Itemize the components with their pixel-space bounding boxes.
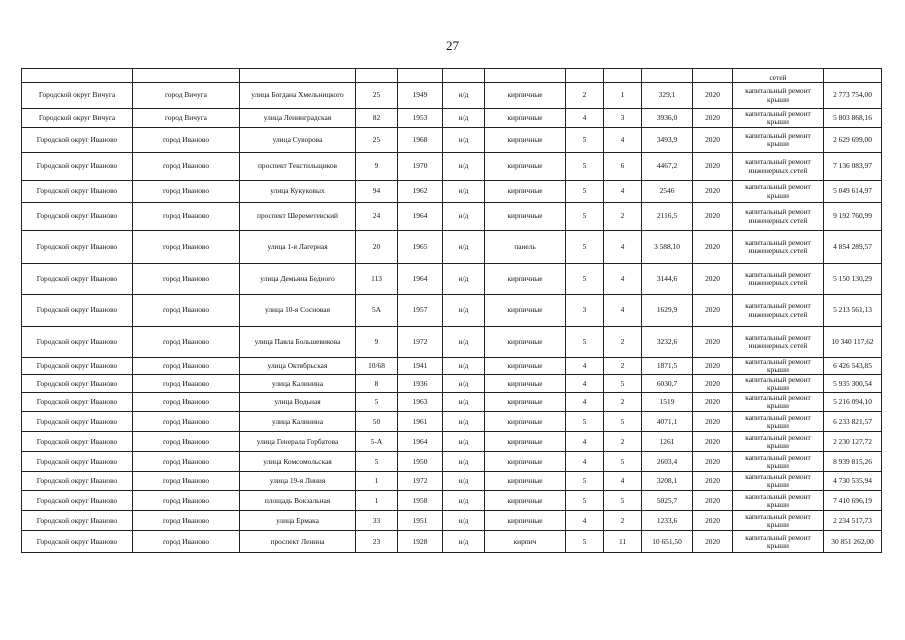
area-cell: 3 588,10 (642, 231, 693, 264)
entrances-cell: 6 (604, 153, 642, 181)
cost-cell: 8 939 815,26 (824, 452, 882, 472)
plan-year-cell: 2020 (693, 412, 733, 432)
table-row (22, 511, 882, 531)
city-cell: город Иваново (133, 231, 240, 264)
cost-cell: 7 136 083,97 (824, 153, 882, 181)
house-number-cell: 24 (356, 203, 398, 231)
floors-cell: 4 (566, 511, 604, 531)
wall-material-cell: кирпичные (485, 128, 566, 153)
cost-cell: 10 340 117,62 (824, 327, 882, 358)
wall-material-cell: кирпичные (485, 412, 566, 432)
city-cell: город Иваново (133, 295, 240, 327)
table-row (22, 472, 882, 491)
street-cell: улица Генерала Горбатова (240, 432, 356, 452)
table-row (22, 83, 882, 109)
plan-year-cell: 2020 (693, 375, 733, 393)
entrances-cell: 4 (604, 181, 642, 203)
plan-year-cell: 2020 (693, 109, 733, 128)
city-cell: город Иваново (133, 412, 240, 432)
cost-cell: 30 851 262,00 (824, 531, 882, 553)
wall-material-cell: кирпичные (485, 491, 566, 511)
district-cell: Городской округ Иваново (22, 432, 133, 452)
area-cell: 1629,9 (642, 295, 693, 327)
plan-year-cell: 2020 (693, 128, 733, 153)
city-cell: город Иваново (133, 491, 240, 511)
cost-cell: 5 150 130,29 (824, 264, 882, 295)
build-year-cell: 1964 (398, 203, 443, 231)
city-cell: город Иваново (133, 327, 240, 358)
reconstruction-year-cell: н/д (443, 153, 485, 181)
work-type-cell: капитальный ремонт крыши (733, 511, 824, 531)
reconstruction-year-cell: н/д (443, 412, 485, 432)
housing-repair-table (21, 68, 882, 553)
entrances-cell: 4 (604, 264, 642, 295)
city-cell: город Иваново (133, 375, 240, 393)
street-cell: проспект Текстильщиков (240, 153, 356, 181)
district-cell: Городской округ Иваново (22, 452, 133, 472)
floors-cell: 4 (566, 375, 604, 393)
city-cell: город Иваново (133, 128, 240, 153)
plan-year-cell: 2020 (693, 393, 733, 412)
floors-cell: 5 (566, 128, 604, 153)
table-row (22, 432, 882, 452)
entrances-cell: 5 (604, 375, 642, 393)
area-cell: 4467,2 (642, 153, 693, 181)
continued-row (22, 69, 882, 83)
area-cell: 1519 (642, 393, 693, 412)
reconstruction-year-cell: н/д (443, 83, 485, 109)
cost-cell: 5 049 614,97 (824, 181, 882, 203)
wall-material-cell: кирпичные (485, 375, 566, 393)
house-number-cell: 1 (356, 472, 398, 491)
plan-year-cell: 2020 (693, 264, 733, 295)
wall-material-cell: кирпичные (485, 327, 566, 358)
cost-cell: 7 410 696,19 (824, 491, 882, 511)
wall-material-cell: кирпичные (485, 203, 566, 231)
area-cell: 3936,0 (642, 109, 693, 128)
build-year-cell: 1957 (398, 295, 443, 327)
wall-material-cell: кирпичные (485, 472, 566, 491)
floors-cell: 4 (566, 109, 604, 128)
plan-year-cell: 2020 (693, 472, 733, 491)
table-row (22, 375, 882, 393)
cost-cell: 5 216 094,10 (824, 393, 882, 412)
entrances-cell: 1 (604, 83, 642, 109)
entrances-cell: 5 (604, 412, 642, 432)
area-cell: 2603,4 (642, 452, 693, 472)
reconstruction-year-cell: н/д (443, 327, 485, 358)
cost-cell: 5 935 300,54 (824, 375, 882, 393)
entrances-cell: 3 (604, 109, 642, 128)
wall-material-cell: кирпичные (485, 295, 566, 327)
work-type-cell: капитальный ремонт крыши (733, 412, 824, 432)
floors-cell: 5 (566, 531, 604, 553)
district-cell: Городской округ Вичуга (22, 109, 133, 128)
reconstruction-year-cell: н/д (443, 264, 485, 295)
work-type-cell: капитальный ремонт инженерных сетей (733, 264, 824, 295)
work-type-cell: капитальный ремонт инженерных сетей (733, 327, 824, 358)
floors-cell: 5 (566, 264, 604, 295)
plan-year-cell: 2020 (693, 491, 733, 511)
work-type-cell: капитальный ремонт крыши (733, 491, 824, 511)
reconstruction-year-cell: н/д (443, 472, 485, 491)
cost-cell: 6 233 821,57 (824, 412, 882, 432)
build-year-cell: 1964 (398, 264, 443, 295)
street-cell: улица Комсомольская (240, 452, 356, 472)
area-cell: 1261 (642, 432, 693, 452)
entrances-cell: 4 (604, 231, 642, 264)
city-cell: город Иваново (133, 472, 240, 491)
floors-cell: 5 (566, 203, 604, 231)
area-cell: 3232,6 (642, 327, 693, 358)
plan-year-cell: 2020 (693, 511, 733, 531)
wall-material-cell: кирпичные (485, 452, 566, 472)
table-row (22, 203, 882, 231)
house-number-cell: 50 (356, 412, 398, 432)
work-type-cell: капитальный ремонт крыши (733, 531, 824, 553)
area-cell: 10 651,50 (642, 531, 693, 553)
wall-material-cell: кирпичные (485, 511, 566, 531)
street-cell: проспект Шереметевский (240, 203, 356, 231)
entrances-cell: 2 (604, 327, 642, 358)
district-cell: Городской округ Иваново (22, 472, 133, 491)
work-type-cell: капитальный ремонт крыши (733, 472, 824, 491)
table-row (22, 327, 882, 358)
reconstruction-year-cell: н/д (443, 358, 485, 375)
house-number-cell: 94 (356, 181, 398, 203)
street-cell: улица Октябрьская (240, 358, 356, 375)
area-cell: 5025,7 (642, 491, 693, 511)
plan-year-cell: 2020 (693, 231, 733, 264)
cost-cell: 5 213 561,13 (824, 295, 882, 327)
wall-material-cell: кирпичные (485, 432, 566, 452)
floors-cell: 5 (566, 472, 604, 491)
reconstruction-year-cell: н/д (443, 531, 485, 553)
area-cell: 4071,1 (642, 412, 693, 432)
table-row (22, 128, 882, 153)
wall-material-cell: кирпичные (485, 109, 566, 128)
reconstruction-year-cell: н/д (443, 452, 485, 472)
table-row (22, 412, 882, 432)
house-number-cell: 5 (356, 393, 398, 412)
floors-cell: 4 (566, 452, 604, 472)
street-cell: улица Суворова (240, 128, 356, 153)
table-row (22, 393, 882, 412)
entrances-cell: 4 (604, 128, 642, 153)
area-cell: 3493,9 (642, 128, 693, 153)
table-row (22, 109, 882, 128)
table-row (22, 452, 882, 472)
street-cell: улица Калинина (240, 375, 356, 393)
district-cell: Городской округ Иваново (22, 295, 133, 327)
reconstruction-year-cell: н/д (443, 295, 485, 327)
entrances-cell: 2 (604, 432, 642, 452)
area-cell: 329,1 (642, 83, 693, 109)
work-type-cell: капитальный ремонт крыши (733, 393, 824, 412)
floors-cell: 4 (566, 393, 604, 412)
area-cell: 1871,5 (642, 358, 693, 375)
entrances-cell: 4 (604, 472, 642, 491)
plan-year-cell: 2020 (693, 327, 733, 358)
work-type-cell: капитальный ремонт инженерных сетей (733, 203, 824, 231)
city-cell: город Иваново (133, 393, 240, 412)
reconstruction-year-cell: н/д (443, 375, 485, 393)
street-cell: улица Богдана Хмельницкого (240, 83, 356, 109)
house-number-cell: 9 (356, 327, 398, 358)
house-number-cell: 9 (356, 153, 398, 181)
build-year-cell: 1961 (398, 412, 443, 432)
reconstruction-year-cell: н/д (443, 203, 485, 231)
house-number-cell: 10/68 (356, 358, 398, 375)
work-type-cell: капитальный ремонт крыши (733, 181, 824, 203)
table-row (22, 264, 882, 295)
house-number-cell: 5-А (356, 432, 398, 452)
wall-material-cell: кирпичные (485, 393, 566, 412)
street-cell: улица Калинина (240, 412, 356, 432)
city-cell: город Иваново (133, 203, 240, 231)
cost-cell: 4 730 535,94 (824, 472, 882, 491)
floors-cell: 5 (566, 153, 604, 181)
city-cell: город Иваново (133, 531, 240, 553)
district-cell: Городской округ Иваново (22, 153, 133, 181)
floors-cell: 4 (566, 432, 604, 452)
floors-cell: 3 (566, 295, 604, 327)
reconstruction-year-cell: н/д (443, 393, 485, 412)
wall-material-cell: кирпичные (485, 358, 566, 375)
house-number-cell: 25 (356, 83, 398, 109)
build-year-cell: 1972 (398, 327, 443, 358)
district-cell: Городской округ Иваново (22, 203, 133, 231)
cost-cell: 9 192 760,99 (824, 203, 882, 231)
floors-cell: 5 (566, 181, 604, 203)
build-year-cell: 1962 (398, 181, 443, 203)
entrances-cell: 5 (604, 491, 642, 511)
reconstruction-year-cell: н/д (443, 231, 485, 264)
table-row (22, 153, 882, 181)
table-row (22, 531, 882, 553)
reconstruction-year-cell: н/д (443, 491, 485, 511)
work-type-cell: капитальный ремонт инженерных сетей (733, 295, 824, 327)
cost-cell: 5 803 868,16 (824, 109, 882, 128)
build-year-cell: 1968 (398, 128, 443, 153)
city-cell: город Иваново (133, 264, 240, 295)
wall-material-cell: кирпичные (485, 264, 566, 295)
page-number: 27 (446, 38, 459, 53)
build-year-cell: 1964 (398, 432, 443, 452)
table-row (22, 295, 882, 327)
district-cell: Городской округ Иваново (22, 128, 133, 153)
cost-cell: 2 773 754,00 (824, 83, 882, 109)
table-row (22, 181, 882, 203)
street-cell: улица Павла Большевикова (240, 327, 356, 358)
work-type-cell: капитальный ремонт крыши (733, 432, 824, 452)
build-year-cell: 1970 (398, 153, 443, 181)
cost-cell: 6 426 543,85 (824, 358, 882, 375)
wall-material-cell: кирпичные (485, 181, 566, 203)
house-number-cell: 8 (356, 375, 398, 393)
wall-material-cell: кирпич (485, 531, 566, 553)
district-cell: Городской округ Иваново (22, 358, 133, 375)
reconstruction-year-cell: н/д (443, 432, 485, 452)
table-row (22, 491, 882, 511)
floors-cell: 5 (566, 327, 604, 358)
work-type-cell: капитальный ремонт крыши (733, 128, 824, 153)
build-year-cell: 1958 (398, 491, 443, 511)
build-year-cell: 1941 (398, 358, 443, 375)
house-number-cell: 20 (356, 231, 398, 264)
cost-cell: 4 854 289,57 (824, 231, 882, 264)
area-cell: 3144,6 (642, 264, 693, 295)
city-cell: город Иваново (133, 358, 240, 375)
city-cell: город Иваново (133, 452, 240, 472)
house-number-cell: 82 (356, 109, 398, 128)
district-cell: Городской округ Иваново (22, 531, 133, 553)
entrances-cell: 2 (604, 511, 642, 531)
work-type-cell: капитальный ремонт инженерных сетей (733, 231, 824, 264)
street-cell: улица Ленинградская (240, 109, 356, 128)
district-cell: Городской округ Иваново (22, 375, 133, 393)
district-cell: Городской округ Иваново (22, 264, 133, 295)
city-cell: город Вичуга (133, 83, 240, 109)
city-cell: город Иваново (133, 511, 240, 531)
wall-material-cell: кирпичные (485, 153, 566, 181)
district-cell: Городской округ Иваново (22, 327, 133, 358)
entrances-cell: 2 (604, 393, 642, 412)
work-type-cell: капитальный ремонт крыши (733, 109, 824, 128)
plan-year-cell: 2020 (693, 432, 733, 452)
street-cell: площадь Вокзальная (240, 491, 356, 511)
district-cell: Городской округ Вичуга (22, 83, 133, 109)
plan-year-cell: 2020 (693, 452, 733, 472)
house-number-cell: 5 (356, 452, 398, 472)
work-type-cell: сетей (733, 69, 824, 83)
area-cell: 3208,1 (642, 472, 693, 491)
build-year-cell: 1953 (398, 109, 443, 128)
entrances-cell: 2 (604, 358, 642, 375)
reconstruction-year-cell: н/д (443, 128, 485, 153)
build-year-cell: 1965 (398, 231, 443, 264)
plan-year-cell: 2020 (693, 295, 733, 327)
build-year-cell: 1963 (398, 393, 443, 412)
floors-cell: 5 (566, 231, 604, 264)
reconstruction-year-cell: н/д (443, 511, 485, 531)
district-cell: Городской округ Иваново (22, 181, 133, 203)
entrances-cell: 5 (604, 452, 642, 472)
cost-cell: 2 234 517,73 (824, 511, 882, 531)
street-cell: улица 10-я Сосновая (240, 295, 356, 327)
area-cell: 6030,7 (642, 375, 693, 393)
house-number-cell: 113 (356, 264, 398, 295)
district-cell: Городской округ Иваново (22, 491, 133, 511)
area-cell: 2546 (642, 181, 693, 203)
entrances-cell: 4 (604, 295, 642, 327)
wall-material-cell: панель (485, 231, 566, 264)
city-cell: город Иваново (133, 181, 240, 203)
street-cell: улица 19-я Линия (240, 472, 356, 491)
plan-year-cell: 2020 (693, 531, 733, 553)
cost-cell: 2 629 699,00 (824, 128, 882, 153)
district-cell: Городской округ Иваново (22, 231, 133, 264)
build-year-cell: 1972 (398, 472, 443, 491)
reconstruction-year-cell: н/д (443, 109, 485, 128)
work-type-cell: капитальный ремонт крыши (733, 83, 824, 109)
area-cell: 1233,6 (642, 511, 693, 531)
build-year-cell: 1950 (398, 452, 443, 472)
street-cell: улица Ермака (240, 511, 356, 531)
house-number-cell: 25 (356, 128, 398, 153)
house-number-cell: 33 (356, 511, 398, 531)
work-type-cell: капитальный ремонт крыши (733, 358, 824, 375)
district-cell: Городской округ Иваново (22, 412, 133, 432)
floors-cell: 2 (566, 83, 604, 109)
table-row (22, 358, 882, 375)
city-cell: город Иваново (133, 153, 240, 181)
street-cell: улица Кукуковых (240, 181, 356, 203)
build-year-cell: 1936 (398, 375, 443, 393)
plan-year-cell: 2020 (693, 203, 733, 231)
entrances-cell: 2 (604, 203, 642, 231)
reconstruction-year-cell: н/д (443, 181, 485, 203)
work-type-cell: капитальный ремонт крыши (733, 452, 824, 472)
wall-material-cell: кирпичные (485, 83, 566, 109)
street-cell: проспект Ленина (240, 531, 356, 553)
build-year-cell: 1928 (398, 531, 443, 553)
floors-cell: 4 (566, 358, 604, 375)
cost-cell: 2 230 127,72 (824, 432, 882, 452)
entrances-cell: 11 (604, 531, 642, 553)
house-number-cell: 5А (356, 295, 398, 327)
work-type-cell: капитальный ремонт крыши (733, 375, 824, 393)
street-cell: улица Водьная (240, 393, 356, 412)
floors-cell: 5 (566, 491, 604, 511)
street-cell: улица 1-я Лагерная (240, 231, 356, 264)
floors-cell: 5 (566, 412, 604, 432)
plan-year-cell: 2020 (693, 181, 733, 203)
district-cell: Городской округ Иваново (22, 511, 133, 531)
plan-year-cell: 2020 (693, 358, 733, 375)
build-year-cell: 1949 (398, 83, 443, 109)
city-cell: город Вичуга (133, 109, 240, 128)
district-cell: Городской округ Иваново (22, 393, 133, 412)
plan-year-cell: 2020 (693, 83, 733, 109)
plan-year-cell: 2020 (693, 153, 733, 181)
area-cell: 2116,5 (642, 203, 693, 231)
work-type-cell: капитальный ремонт инженерных сетей (733, 153, 824, 181)
table-row (22, 231, 882, 264)
build-year-cell: 1951 (398, 511, 443, 531)
house-number-cell: 1 (356, 491, 398, 511)
city-cell: город Иваново (133, 432, 240, 452)
street-cell: улица Демьяна Бедного (240, 264, 356, 295)
house-number-cell: 23 (356, 531, 398, 553)
